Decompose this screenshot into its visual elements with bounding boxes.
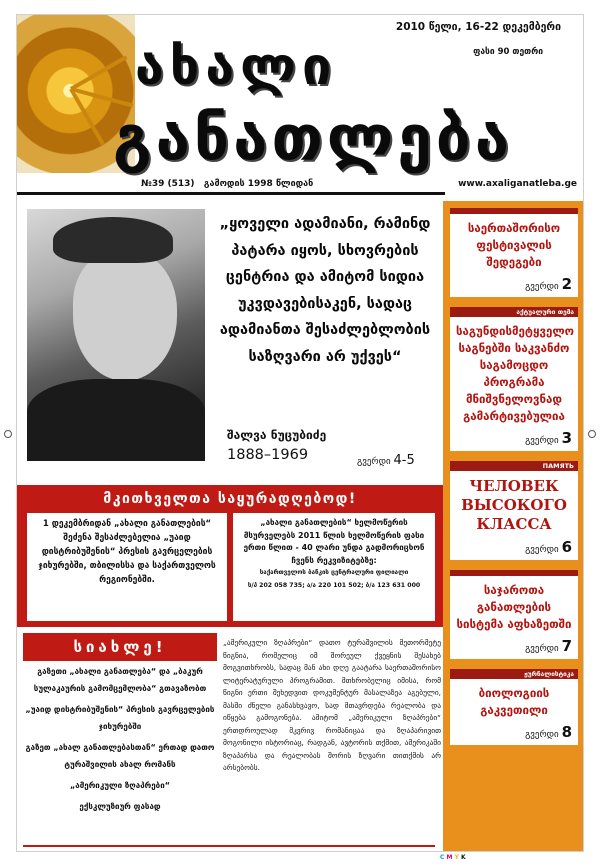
- website-link[interactable]: www.axaliganatleba.ge: [458, 179, 577, 189]
- issue-number-text: №39 (513): [141, 179, 195, 189]
- cmyk-y: Y: [454, 854, 459, 861]
- portrait-coat: [27, 379, 205, 461]
- card-band: [450, 570, 578, 576]
- readers-notice-title: მკითხველთა საყურადღებოდ!: [103, 491, 357, 507]
- page-number: 3: [561, 429, 572, 447]
- cmyk-m: M: [446, 854, 453, 861]
- masthead-title-line2: განათლება: [113, 101, 514, 174]
- sidebar-item-category: ПАМЯТЬ: [450, 461, 578, 471]
- sidebar-item-biology[interactable]: [450, 669, 578, 745]
- sidebar-item-title: საერთაშორისო ფესტივალის შედეგები: [467, 221, 561, 269]
- sidebar-item-category: ჟურნალისტიკა: [450, 669, 578, 679]
- issue-price: ფასი 90 თეთრი: [473, 47, 543, 57]
- founded-text: გამოდის 1998 წლიდან: [203, 179, 314, 189]
- bank-name: საქართველოს ბანკის ცენტრალური ფილიალი: [259, 569, 409, 576]
- portrait-cap: [53, 217, 173, 263]
- registration-mark-left: [4, 430, 12, 438]
- issue-date: 2010 წელი, 16-22 დეკემბერი: [395, 21, 561, 33]
- sidebar-item-memory[interactable]: [450, 461, 578, 560]
- portrait-photo: [27, 209, 205, 461]
- page-number: 6: [561, 538, 572, 556]
- newspaper-front-page: [16, 14, 584, 852]
- sidebar-item-page: [456, 723, 572, 741]
- sun-ray: [70, 55, 127, 90]
- page-label: გვერდი: [525, 545, 559, 555]
- sidebar-item-title: ბიოლოგიის გაკვეთილი: [478, 686, 550, 717]
- portrait-face: [73, 251, 177, 381]
- bank-accounts: ს/პ 202 058 735; ა/ა 220 101 502; ბ/ა 123 631 000: [247, 581, 421, 589]
- sidebar-item-page: [456, 637, 572, 655]
- subscription-text: „ახალი განათლების“ ხელმოწერის მსურველებს 2011 წლის ხელმოწერის ფასი ერთი წლით - 40 ლარი უნდა გადმორიცხონ ჩვენს რეკვიზიტებზე:: [243, 518, 425, 565]
- promo-line: „ამერიკული ზღაპრები“: [70, 781, 170, 790]
- feature-quote: „ყოველი ადამიანი, რამინდ პატარა იყოს, სხოვრების ცენტრია და ამიტომ სიდია უკვდავებისაკენ, სადაც ადამიანთა შესაძლებლობის საზღვარი არ უქვეს“: [219, 216, 431, 365]
- promo-line: ექსკლუზიურ ფასად: [79, 802, 161, 811]
- registration-mark-right: [588, 430, 596, 438]
- page-number: 8: [561, 723, 572, 741]
- sidebar-item-title: საგუნდისმეტყველო საგნებში საკვანძო საგამოცდო პროგრამა მნიშვნელოვნად გამარტივებულია: [456, 324, 575, 423]
- sidebar-item-category: აქტუალური თემა: [450, 307, 578, 317]
- masthead-title-line1: ახალი: [135, 37, 338, 97]
- page-label: გვერდი: [525, 282, 559, 292]
- sidebar-item-page: [456, 429, 572, 447]
- sidebar-item-festival[interactable]: [450, 208, 578, 297]
- news-promo: [23, 663, 217, 815]
- card-band: [450, 208, 578, 214]
- sidebar-item-exam-program[interactable]: [450, 307, 578, 451]
- promo-line: „უაიდ დისტრიბუშენის“ პრესის გავრცელების ჯიხურებში: [25, 705, 215, 731]
- masthead-divider: [17, 192, 445, 195]
- contents-sidebar: [443, 201, 584, 852]
- promo-line: გაზეთ „ახალ განათლებასთან“ ერთად დათო ტურაშვილის ახალ რომანს: [25, 743, 215, 769]
- cmyk-c: C: [440, 854, 445, 861]
- cmyk-color-bar: [440, 854, 466, 861]
- distribution-notice: 1 დეკემბრიდან „ახალი განათლების“ შეძენა შესაძლებელია „უაიდ დისტრიბუშენის“ პრესის გავრცელების ჯიხურებში, თბილისსა და საქართველოს რეგიონებში.: [27, 513, 227, 621]
- book-description: „ამერიკული ზღაპრები“ დათო ტურაშვილის მეთორმეტე წიგნია, რომელიც იმ შორეულ ქვეყნის შესახებ მოგვითხრობს, სადაც მან ახი დღე გაატარა საერთაშორისო ლიტერატურული პროგრამით. მთხრობელიც იმისა, რომ წიგნი ერთი შეხედვით დოკუმენტურ მასალაზეა აგებული, მასში ძნელი განასხვავო, სად მთავრდება რეალობა და იწყება გამოგონება. ამიტომ „ამერიკული ზღაპრები“ ერთდროულად მკვრივ რომანიცაა და ზღაპარივით მოგონილი ისტორიაც, რადგან, ავტორის თქმით, ამერიკაში ზღაპარსა და რეალობას შორის ზღვარი თითქმის არ არსებობს.: [223, 638, 441, 772]
- quote-author: შალვა ნუცუბიძე: [227, 428, 327, 442]
- page-label: გვერდი: [525, 644, 559, 654]
- sidebar-item-abkhazia[interactable]: [450, 570, 578, 659]
- sidebar-item-page: [456, 275, 572, 293]
- page-label: გვერდი: [525, 730, 559, 740]
- quote-years: 1888–1969: [227, 447, 309, 463]
- promo-line: გაზეთი „ახალი განათლება“ და „ბაკურ სულაკაურის გამომცემლობა“ გთავაზობთ: [33, 667, 207, 693]
- sidebar-item-title: ЧЕЛОВЕК ВЫСОКОГО КЛАССА: [461, 477, 567, 533]
- sidebar-item-title: საჯაროთა განათლების სისტემა აფხაზეთში: [456, 583, 572, 631]
- quote-page-ref[interactable]: [357, 453, 415, 468]
- news-divider: [23, 845, 435, 847]
- page-label: გვერდი: [357, 457, 391, 467]
- readers-notice: [17, 485, 443, 627]
- page-number: 7: [561, 637, 572, 655]
- sidebar-item-page: [456, 538, 572, 556]
- news-section: [17, 633, 443, 852]
- cmyk-k: K: [461, 854, 466, 861]
- page-label: გვერდი: [525, 436, 559, 446]
- page-number: 4-5: [393, 453, 415, 468]
- subscription-notice: [233, 513, 435, 621]
- page-number: 2: [561, 275, 572, 293]
- issue-number: [141, 179, 313, 189]
- news-title: სიახლე!: [23, 633, 217, 661]
